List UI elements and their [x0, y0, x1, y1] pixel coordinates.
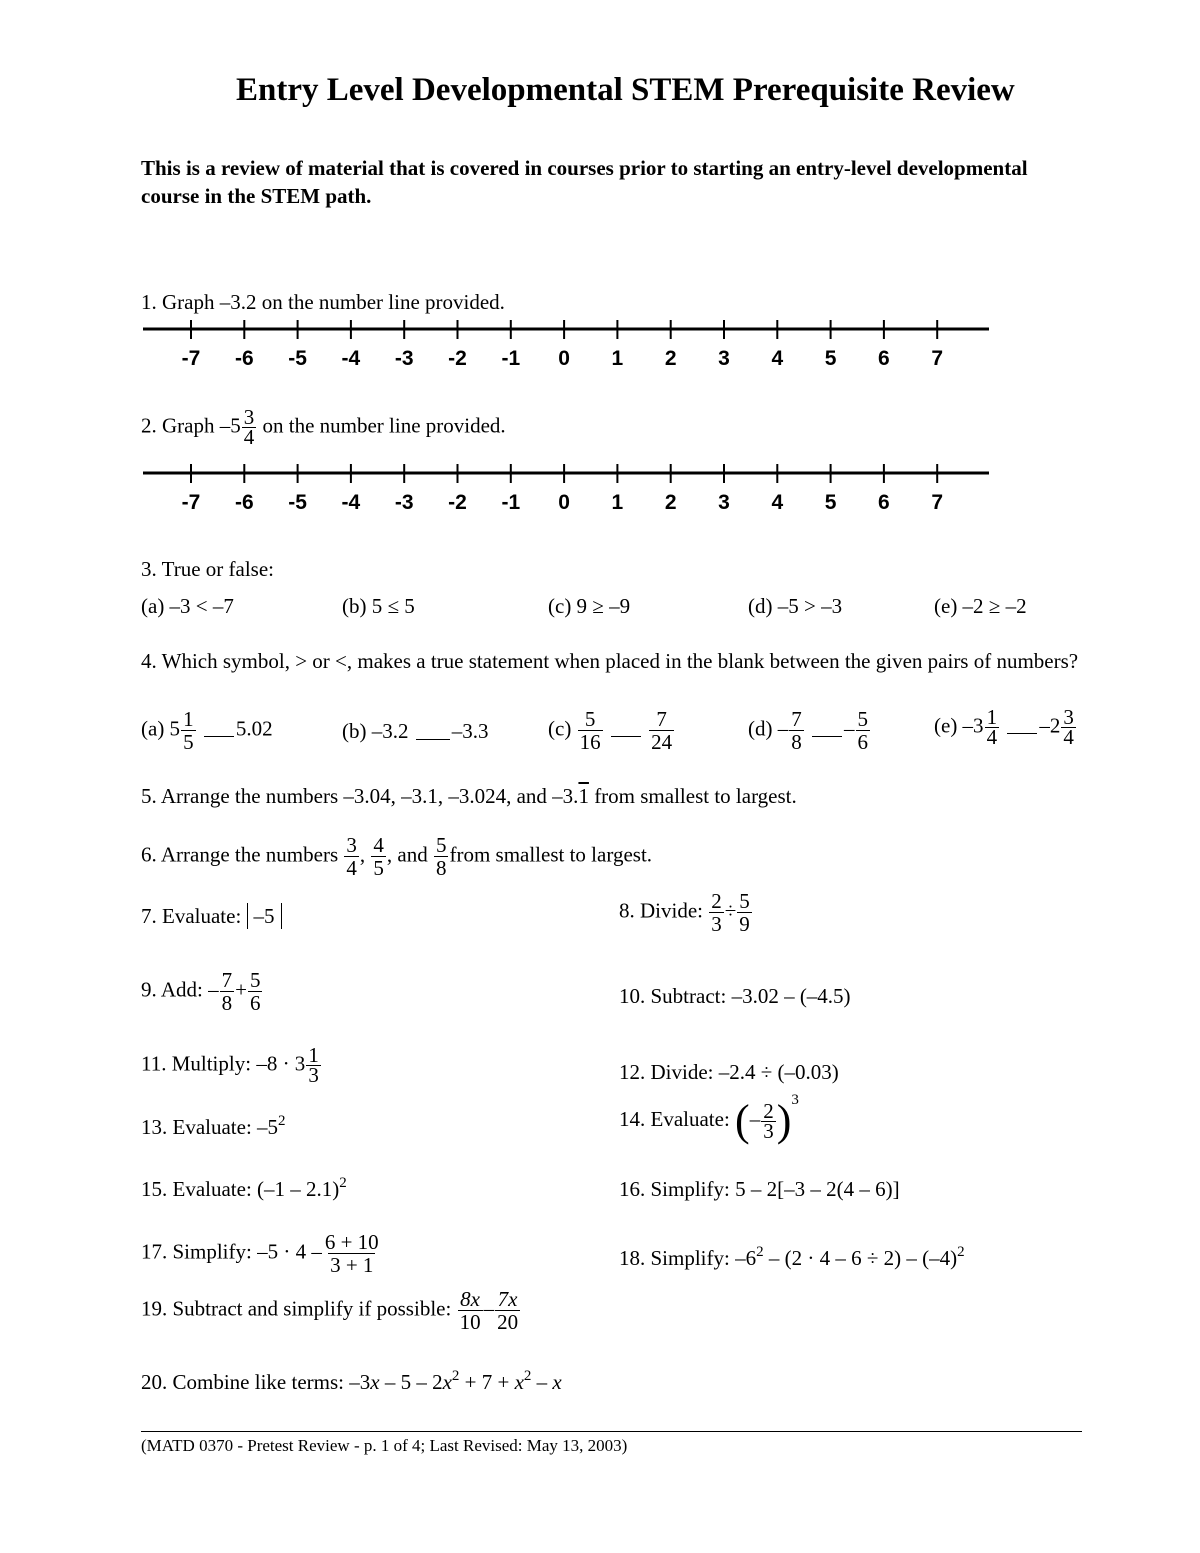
question-15 — [141, 1176, 347, 1202]
question-2-suffix: on the number line provided. — [262, 413, 506, 438]
variable: x — [514, 1370, 524, 1394]
denominator: 9 — [739, 912, 750, 936]
part: + 7 + — [459, 1370, 515, 1394]
denominator: 6 — [857, 730, 868, 754]
number-line-2-svg — [141, 462, 991, 512]
question-10: 10. Subtract: –3.02 – (–4.5) — [619, 984, 851, 1008]
numerator: 5 — [249, 968, 261, 992]
tick-label: 0 — [558, 491, 570, 512]
denominator: 16 — [579, 730, 601, 754]
label: 11. Multiply: –8 · 3 — [141, 1051, 306, 1076]
number-line-2[interactable] — [141, 462, 991, 512]
denominator: 3 — [308, 1063, 319, 1087]
fraction — [220, 969, 235, 1014]
denominator: 8 — [435, 856, 447, 880]
question-4b — [342, 718, 489, 744]
tick-label: -2 — [448, 347, 467, 368]
fraction — [434, 834, 449, 879]
tick-label: 4 — [771, 347, 784, 368]
label: 17. Simplify: –5 · 4 – — [141, 1239, 322, 1264]
denominator: 20 — [497, 1310, 519, 1334]
label: 7. Evaluate: — [141, 904, 242, 928]
denominator: 5 — [373, 856, 384, 880]
tick-label: 0 — [558, 347, 570, 368]
operator: – — [483, 1296, 495, 1321]
label: 19. Subtract and simplify if possible: — [141, 1296, 452, 1321]
operator: ÷ — [724, 898, 737, 923]
numerator: 1 — [183, 707, 194, 731]
question-4: 4. Which symbol, > or <, makes a true statement when placed in the blank between the given pairs of numbers? — [141, 649, 1079, 673]
label: 13. Evaluate: –5 — [141, 1115, 279, 1139]
question-3a: (a) –3 < –7 — [141, 594, 234, 618]
label: (b) –3.2 — [342, 719, 409, 743]
page-footer: (MATD 0370 - Pretest Review - p. 1 of 4; Last Revised: May 13, 2003) — [141, 1436, 628, 1455]
label: (e) –3 — [934, 713, 984, 738]
part: 20. Combine like terms: –3 — [141, 1370, 371, 1394]
exponent: 3 — [791, 1092, 799, 1108]
mid: – — [844, 716, 855, 741]
question-3: 3. True or false: — [141, 557, 274, 581]
numerator: 5 — [739, 889, 750, 913]
number-line-1[interactable] — [141, 318, 991, 368]
question-4a — [141, 708, 273, 753]
label: 14. Evaluate: — [619, 1107, 730, 1131]
fraction — [737, 890, 752, 935]
numerator: 2 — [763, 1098, 774, 1123]
numerator: 2 — [711, 889, 722, 913]
numerator: 3 — [346, 833, 357, 857]
prefix: 5. Arrange the numbers –3.04, –3.1, –3.024, and –3. — [141, 784, 579, 808]
fraction — [371, 834, 386, 879]
part: – (2 · 4 – 6 ÷ 2) – (–4) — [763, 1246, 958, 1270]
mid: –2 — [1039, 713, 1061, 738]
numerator: 5 — [857, 707, 868, 731]
numerator: 3 — [243, 405, 255, 429]
label: (a) 5 — [141, 716, 181, 741]
question-2-prefix: 2. Graph –5 — [141, 413, 241, 438]
question-13 — [141, 1114, 286, 1140]
variable: x — [442, 1370, 452, 1394]
question-14 — [619, 1092, 799, 1146]
tick-label: -6 — [234, 347, 254, 368]
tick-label: -3 — [394, 491, 414, 512]
fraction — [344, 834, 359, 879]
question-9 — [141, 969, 263, 1014]
numerator: 4 — [373, 833, 384, 857]
numerator: 1 — [986, 705, 998, 729]
answer-blank[interactable] — [204, 736, 234, 737]
tick-label: 7 — [931, 347, 944, 368]
question-19 — [141, 1288, 521, 1333]
numerator: 8x — [460, 1287, 480, 1311]
exponent: 2 — [756, 1244, 764, 1260]
tick-label: 2 — [664, 347, 677, 368]
tick-label: 6 — [878, 347, 890, 368]
question-2 — [141, 405, 506, 449]
question-20 — [141, 1369, 562, 1395]
question-3c: (c) 9 ≥ –9 — [548, 594, 631, 618]
tick-label: 3 — [718, 347, 730, 368]
label: (d) – — [748, 716, 789, 741]
number-line-1-svg — [141, 318, 991, 368]
tick-label: 5 — [824, 491, 837, 512]
tick-label: 6 — [878, 491, 890, 512]
right-value: 5.02 — [235, 716, 273, 741]
variable: x — [552, 1370, 562, 1394]
fraction — [306, 1043, 321, 1087]
tick-label: -7 — [181, 491, 201, 512]
tick-label: 5 — [824, 347, 837, 368]
exponent: 2 — [957, 1244, 965, 1260]
numerator: 7 — [221, 968, 233, 992]
denominator: 3 — [711, 912, 722, 936]
variable: x — [370, 1370, 380, 1394]
label: 15. Evaluate: (–1 – 2.1) — [141, 1177, 340, 1201]
part: 18. Simplify: –6 — [619, 1246, 757, 1270]
numerator: 5 — [584, 707, 596, 731]
sign: – — [749, 1107, 761, 1131]
denominator: 4 — [1063, 725, 1074, 749]
fraction — [856, 708, 871, 753]
tick-label: -4 — [341, 347, 361, 368]
question-3b: (b) 5 ≤ 5 — [342, 594, 415, 618]
answer-blank[interactable] — [1007, 733, 1037, 734]
denominator: 4 — [986, 725, 998, 749]
fraction — [248, 969, 263, 1014]
tick-label: -5 — [288, 491, 307, 512]
denominator: 10 — [459, 1310, 481, 1334]
question-16: 16. Simplify: 5 – 2[–3 – 2(4 – 6)] — [619, 1177, 900, 1201]
question-7 — [141, 903, 282, 929]
exponent: 2 — [523, 1368, 532, 1384]
denominator: 24 — [651, 730, 673, 754]
footer-divider — [141, 1431, 1082, 1432]
question-17 — [141, 1231, 382, 1276]
right-value: –3.3 — [451, 719, 489, 743]
question-3e: (e) –2 ≥ –2 — [934, 594, 1027, 618]
fraction — [1061, 705, 1076, 749]
denominator: 5 — [183, 730, 194, 754]
numerator: 5 — [435, 833, 447, 857]
fraction — [649, 708, 674, 753]
right-paren: ) — [776, 1096, 792, 1146]
tick-label: -2 — [448, 491, 467, 512]
fraction — [495, 1288, 520, 1333]
tick-label: -1 — [501, 347, 521, 368]
question-4e — [934, 705, 1077, 749]
tick-label: -7 — [181, 347, 201, 368]
question-4c — [548, 708, 675, 753]
question-8 — [619, 890, 753, 935]
answer-blank[interactable] — [611, 736, 641, 737]
repeating-digit: 1 — [578, 784, 589, 808]
numerator: 7 — [656, 707, 667, 731]
tick-label: -6 — [234, 491, 254, 512]
fraction — [323, 1231, 381, 1276]
numerator: 6 + 10 — [324, 1230, 379, 1254]
exponent: 2 — [278, 1113, 286, 1129]
tick-label: 7 — [931, 491, 944, 512]
denominator: 3 + 1 — [330, 1253, 374, 1277]
denominator: 8 — [221, 991, 233, 1015]
question-12: 12. Divide: –2.4 ÷ (–0.03) — [619, 1060, 839, 1084]
part: – 5 – 2 — [379, 1370, 443, 1394]
question-6: 6. Arrange the numbers $\frac{3}{4}$ , $\frac{4}{5}$ , and $\frac{5}{8}$ from smallest to largest. — [141, 833, 653, 880]
suffix: from smallest to largest. — [588, 784, 797, 808]
tick-label: 2 — [664, 491, 677, 512]
question-3d: (d) –5 > –3 — [748, 594, 843, 618]
tick-label: 1 — [611, 491, 624, 512]
numerator: 1 — [308, 1043, 319, 1067]
fraction — [458, 1288, 483, 1333]
prefix: 6. Arrange the numbers — [141, 842, 339, 867]
suffix: from smallest to largest. — [449, 842, 653, 867]
fraction — [789, 708, 804, 753]
intro-text: This is a review of material that is covered in courses prior to starting an entry-level developmental course in the STEM path. — [141, 156, 1028, 208]
left-paren: ( — [735, 1096, 750, 1146]
label: 8. Divide: — [619, 898, 703, 923]
question-18 — [619, 1245, 965, 1271]
label: (c) — [548, 716, 572, 741]
exponent: 2 — [451, 1368, 460, 1384]
tick-label: -5 — [288, 347, 307, 368]
fraction — [242, 405, 257, 449]
part: – — [531, 1370, 553, 1394]
fraction — [709, 890, 724, 935]
tick-label: -3 — [394, 347, 414, 368]
label: 9. Add: – — [141, 977, 219, 1002]
denominator: 6 — [249, 991, 261, 1015]
fraction — [985, 705, 1000, 749]
numerator: 7 — [791, 707, 802, 731]
operator: + — [235, 977, 247, 1002]
denominator: 4 — [243, 425, 255, 449]
answer-blank[interactable] — [812, 736, 842, 737]
tick-label: -4 — [341, 491, 361, 512]
fraction — [578, 708, 603, 753]
question-11 — [141, 1043, 322, 1087]
fraction — [761, 1098, 776, 1143]
fraction — [181, 708, 196, 753]
and: , and — [386, 842, 428, 867]
exponent: 2 — [339, 1175, 347, 1191]
denominator: 8 — [791, 730, 802, 754]
absolute-value: –5 — [247, 903, 282, 929]
numerator: 3 — [1063, 705, 1074, 729]
tick-label: 3 — [718, 491, 730, 512]
question-5 — [141, 783, 797, 809]
question-4d — [748, 708, 871, 753]
tick-label: 4 — [771, 491, 784, 512]
tick-label: -1 — [501, 491, 521, 512]
tick-label: 1 — [611, 347, 624, 368]
question-1: 1. Graph –3.2 on the number line provided. — [141, 290, 505, 314]
page-title: Entry Level Developmental STEM Prerequisite Review — [236, 72, 1015, 108]
denominator: 4 — [346, 856, 357, 880]
answer-blank[interactable] — [416, 739, 450, 740]
denominator: 3 — [763, 1118, 774, 1143]
numerator: 7x — [497, 1287, 518, 1311]
